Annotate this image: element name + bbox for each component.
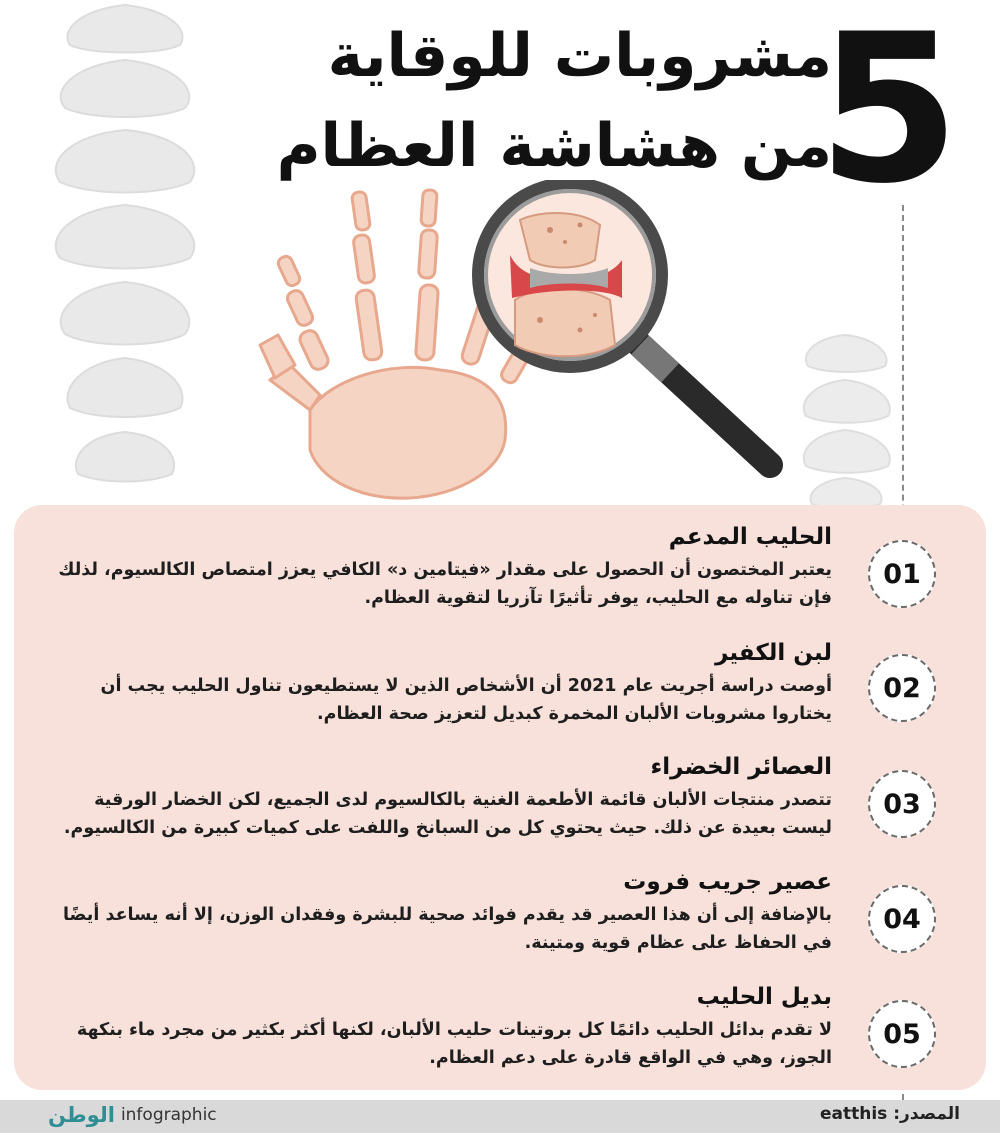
item-title: العصائر الخضراء <box>650 754 832 780</box>
hand-bones-illustration <box>250 180 810 500</box>
footer-bar <box>0 1100 1000 1133</box>
item-title: لبن الكفير <box>715 640 832 666</box>
spine-background-left <box>40 0 210 500</box>
title-number: 5 <box>817 0 960 229</box>
list-item <box>40 867 832 957</box>
item-title: بديل الحليب <box>696 984 832 1010</box>
item-number-badge: 01 <box>868 540 936 608</box>
item-number-badge: 02 <box>868 654 936 722</box>
brand <box>48 1103 217 1127</box>
item-number-badge: 04 <box>868 885 936 953</box>
item-number-badge: 03 <box>868 770 936 838</box>
item-body: بالإضافة إلى أن هذا العصير قد يقدم فوائد صحية للبشرة وفقدان الوزن، إلا أنه يساعد أيضًا في الحفاظ على عظام قوية ومتينة. <box>62 905 832 953</box>
item-body: تتصدر منتجات الألبان قائمة الأطعمة الغنية بالكالسيوم لدى الجميع، لكن الخضار الورقية ليست بعيدة عن ذلك. حيث يحتوي كل من السبانخ واللفت على كميات كبيرة من الكالسيوم. <box>63 790 832 838</box>
item-title: عصير جريب فروت <box>623 869 832 895</box>
item-body: أوصت دراسة أجريت عام 2021 أن الأشخاص الذين لا يستطيعون تناول الحليب يجب أن يختاروا مشروبات الألبان المخمرة كبديل لتعزيز صحة العظام. <box>100 676 832 724</box>
alwatan-logo: الوطن <box>48 1103 115 1127</box>
magnifying-glass-icon <box>478 183 770 465</box>
list-item <box>40 522 832 612</box>
brand-text: infographic <box>120 1105 217 1125</box>
title-line-1: مشروبات للوقاية <box>327 21 832 91</box>
item-body: لا تقدم بدائل الحليب دائمًا كل بروتينات حليب الألبان، لكنها أكثر بكثير من مجرد ماء بنكهة الجوز، وهي في الواقع قادرة على دعم العظام. <box>76 1020 832 1068</box>
item-title: الحليب المدعم <box>668 524 832 550</box>
list-item <box>40 638 832 728</box>
source-credit: المصدر: eatthis <box>820 1104 960 1124</box>
title-line-2: من هشاشة العظام <box>276 111 832 181</box>
item-body: يعتبر المختصون أن الحصول على مقدار «فيتامين د» الكافي يعزز امتصاص الكالسيوم، لذلك فإن تناوله مع الحليب، يوفر تأثيرًا تآزريا لتقوية العظام. <box>58 560 832 608</box>
list-item <box>40 752 832 842</box>
list-item <box>40 982 832 1072</box>
item-number-badge: 05 <box>868 1000 936 1068</box>
